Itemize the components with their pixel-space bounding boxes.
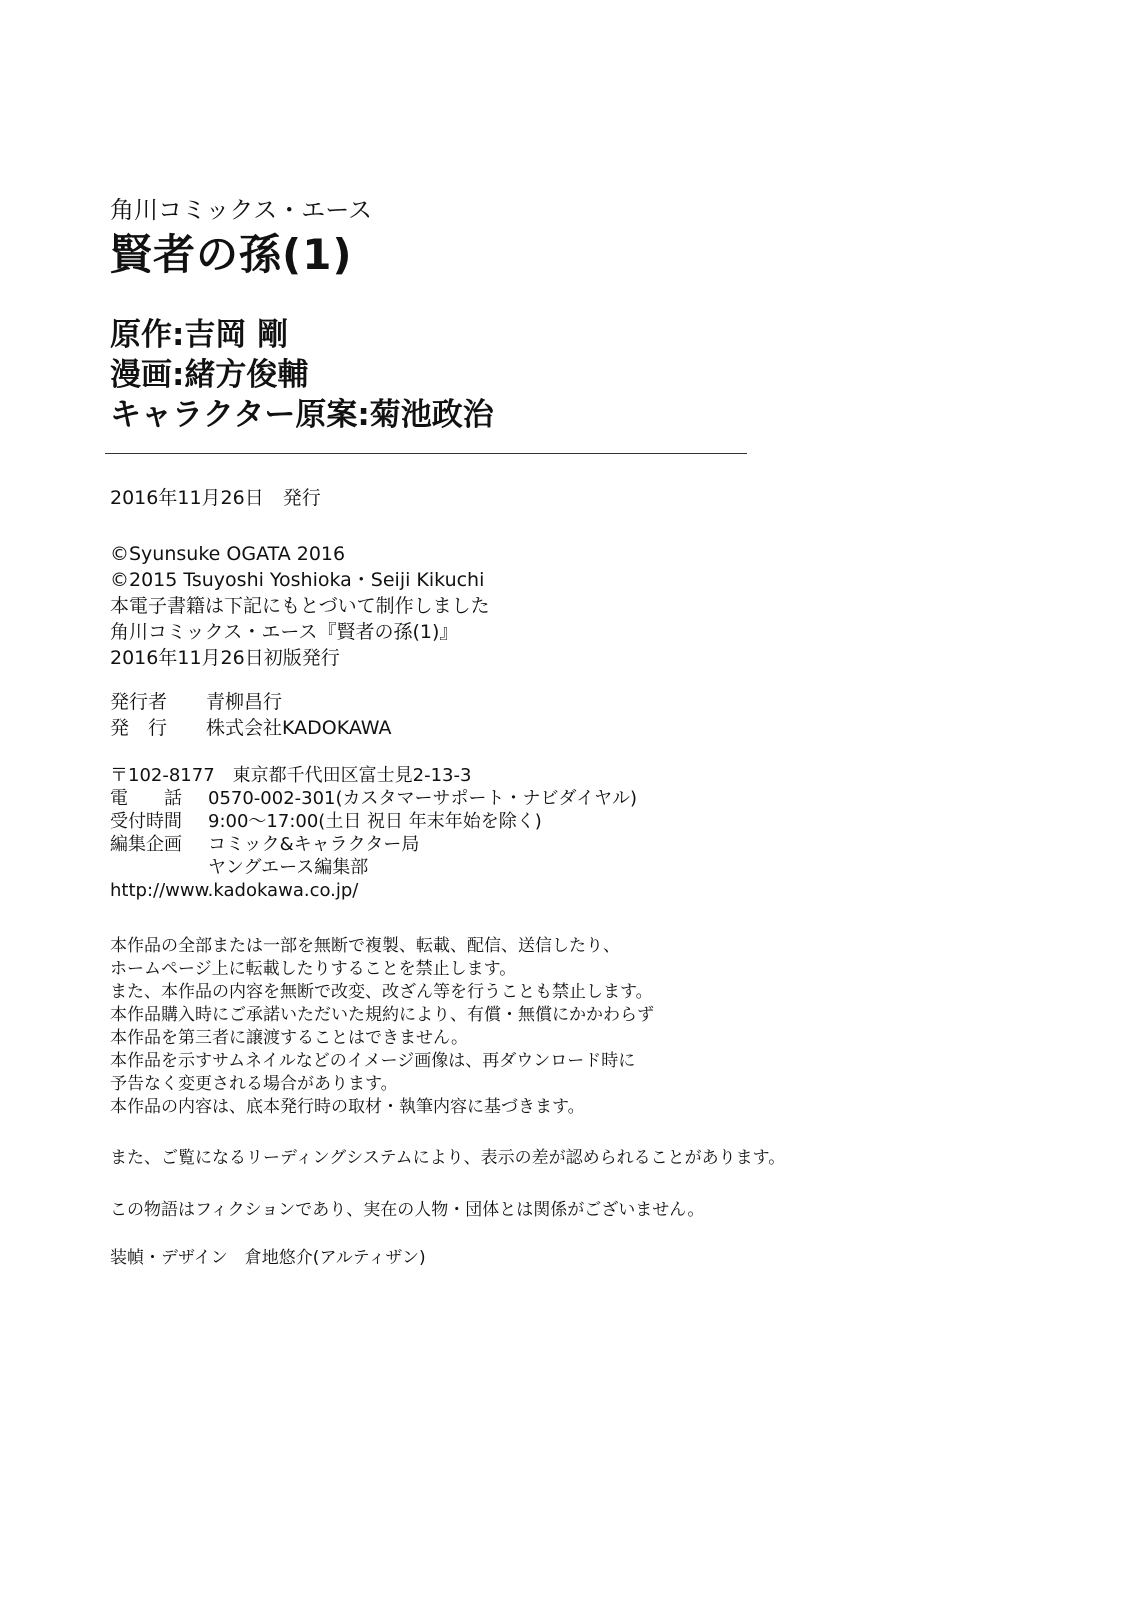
fiction-notice: この物語はフィクションであり、実在の人物・団体とは関係がございません。 xyxy=(110,1200,705,1220)
publisher-block xyxy=(110,689,392,741)
credits-block xyxy=(110,315,494,435)
contact-block xyxy=(110,764,637,902)
editorial-value: コミック&キャラクター局 xyxy=(208,834,420,855)
copyright-line: ©Syunsuke OGATA 2016 xyxy=(110,543,346,565)
notice-line: 本作品の全部または一部を無断で複製、転載、配信、送信したり、 xyxy=(110,936,620,956)
publisher-name: 青柳昌行 xyxy=(206,691,283,713)
copyright-line: ©2015 Tsuyoshi Yoshioka・Seiji Kikuchi xyxy=(110,569,485,591)
notice-line: 予告なく変更される場合があります。 xyxy=(110,1074,398,1094)
phone-label: 電 話 xyxy=(110,788,182,809)
publisher-label: 発行者 xyxy=(110,691,168,713)
notice-line: 本作品購入時にご承諾いただいた規約により、有償・無償にかかわらず xyxy=(110,1005,654,1025)
original-author: 原作:吉岡 剛 xyxy=(110,317,289,353)
notice-line: 本作品を第三者に譲渡することはできません。 xyxy=(110,1028,469,1048)
publication-date: 2016年11月26日 発行 xyxy=(110,487,321,509)
manga-artist: 漫画:緒方俊輔 xyxy=(110,357,309,393)
ebook-note: 本電子書籍は下記にもとづいて制作しました xyxy=(110,595,490,617)
character-designer: キャラクター原案:菊池政治 xyxy=(110,397,494,433)
notice-line: 本作品を示すサムネイルなどのイメージ画像は、再ダウンロード時に xyxy=(110,1051,636,1071)
phone-value: 0570-002-301(カスタマーサポート・ナビダイヤル) xyxy=(208,788,638,809)
issuer-label: 発 行 xyxy=(110,717,168,739)
hours-label: 受付時間 xyxy=(110,811,182,832)
reader-notice: また、ご覧になるリーディングシステムにより、表示の差が認められることがあります。 xyxy=(110,1148,786,1168)
book-title: 賢者の孫(1) xyxy=(110,230,353,279)
notice-line: ホームページ上に転載したりすることを禁止します。 xyxy=(110,959,517,979)
copyright-block xyxy=(110,541,490,671)
legal-notice-block xyxy=(110,935,654,1119)
design-credit: 装幀・デザイン 倉地悠介(アルティザン) xyxy=(110,1248,426,1268)
issuer-name: 株式会社KADOKAWA xyxy=(206,717,392,739)
series-name: 角川コミックス・エース xyxy=(110,196,373,224)
notice-line: 本作品の内容は、底本発行時の取材・執筆内容に基づきます。 xyxy=(110,1097,585,1117)
source-edition: 角川コミックス・エース『賢者の孫(1)』 xyxy=(110,621,459,643)
website-url: http://www.kadokawa.co.jp/ xyxy=(110,880,359,901)
first-edition-date: 2016年11月26日初版発行 xyxy=(110,647,340,669)
notice-line: また、本作品の内容を無断で改変、改ざん等を行うことも禁止します。 xyxy=(110,982,653,1002)
divider-line xyxy=(105,453,747,454)
editorial-label: 編集企画 xyxy=(110,834,182,855)
hours-value: 9:00～17:00(土日 祝日 年末年始を除く) xyxy=(208,811,542,832)
editorial-department: ヤングエース編集部 xyxy=(208,857,369,878)
postal-address: 〒102-8177 東京都千代田区富士見2-13-3 xyxy=(110,765,472,786)
